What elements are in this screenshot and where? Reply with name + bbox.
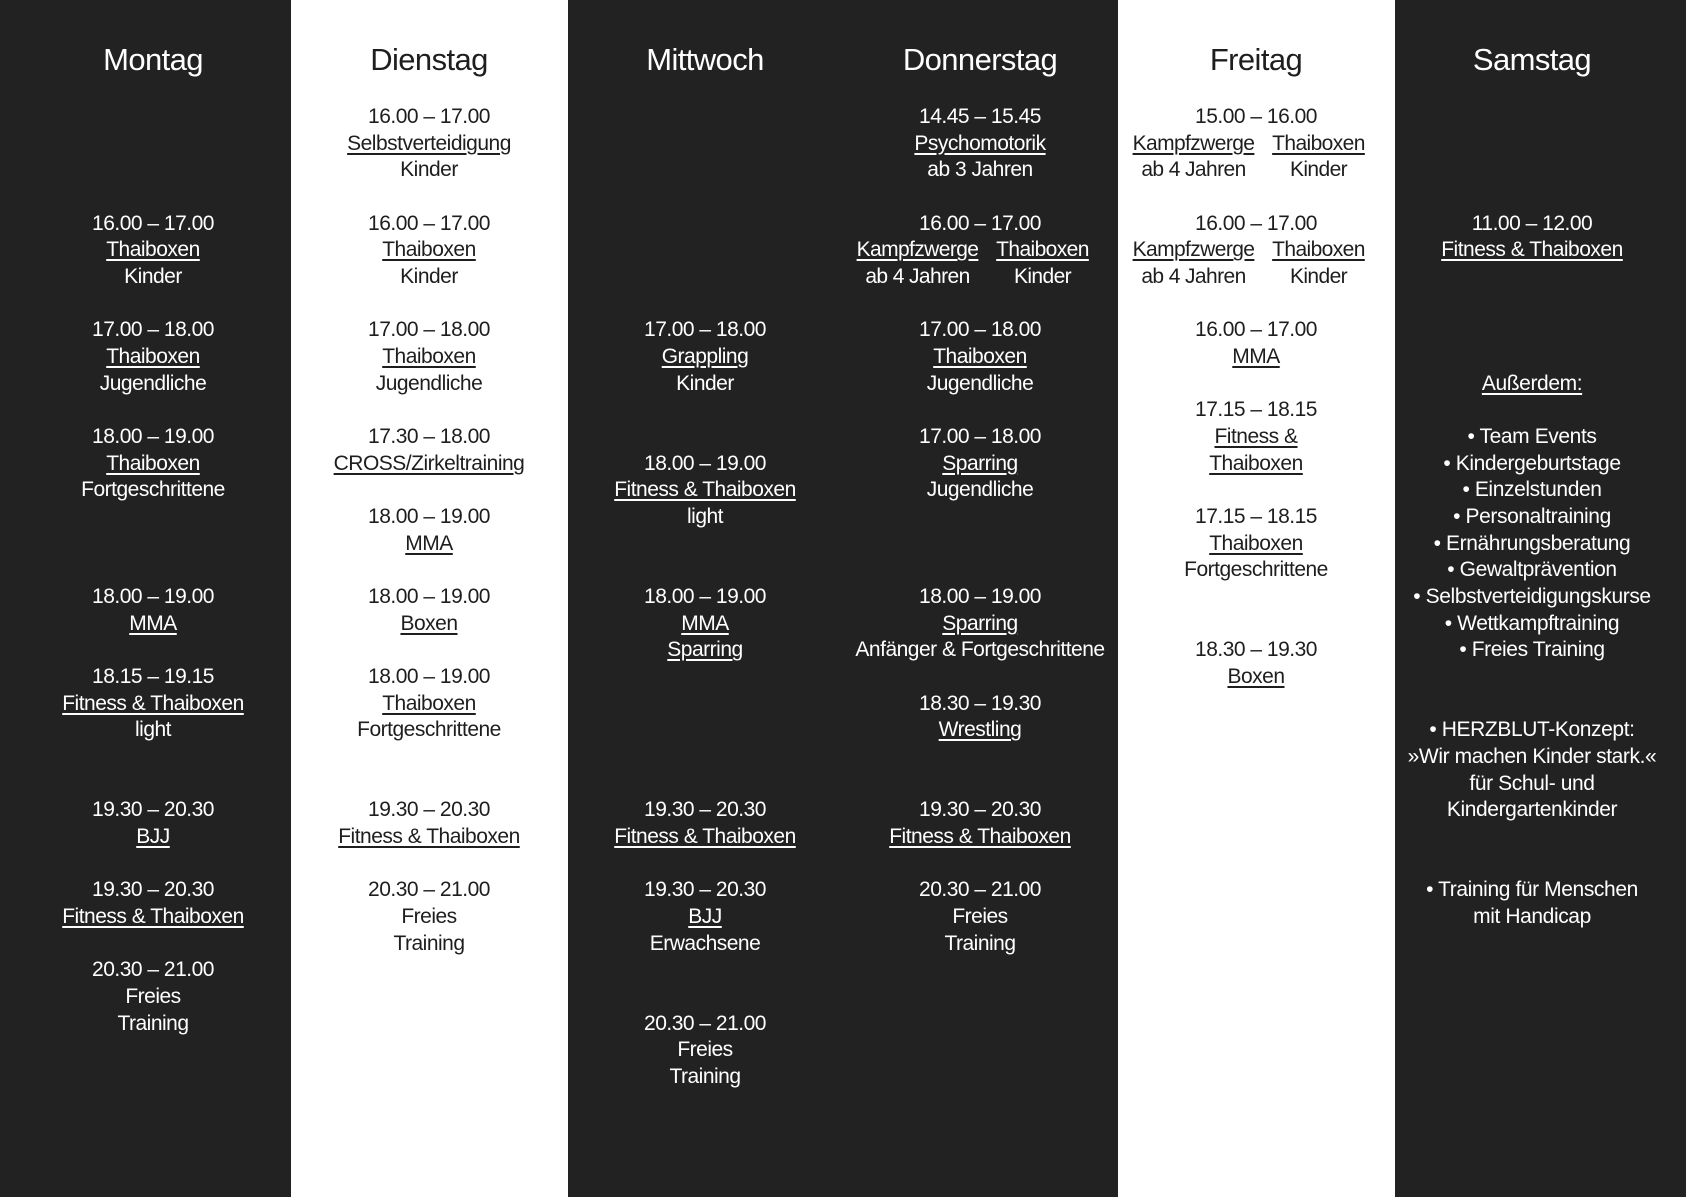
session-time: 18.00 – 19.00 — [644, 451, 766, 475]
session-time: 18.00 – 19.00 — [92, 425, 214, 448]
day-column-donnerstag — [842, 0, 1118, 1197]
session-title-link[interactable]: Sparring — [942, 611, 1018, 635]
session-time: 14.45 – 15.45 — [919, 105, 1041, 128]
session-time: 11.00 – 12.00 — [1471, 211, 1593, 235]
extras-item: • Freies Training — [1459, 638, 1605, 662]
session-time: 19.30 – 20.30 — [92, 878, 214, 902]
session-group: ab 4 Jahren — [865, 265, 970, 288]
session — [802, 691, 1158, 744]
session-group: Kinder — [400, 158, 458, 182]
day-column-samstag — [1394, 0, 1670, 1197]
day-header: Montag — [103, 42, 203, 77]
extras-item: • Wettkampftraining — [1444, 611, 1620, 635]
day-header: Samstag — [1472, 42, 1592, 77]
session-title: Freies — [952, 905, 1008, 929]
session-time: 20.30 – 21.00 — [644, 1011, 766, 1035]
session-time: 17.00 – 18.00 — [919, 425, 1041, 448]
session-title-link[interactable]: Grappling — [661, 345, 749, 369]
session-group: Kinder — [1289, 265, 1348, 288]
session-title-link[interactable]: BJJ — [688, 905, 722, 929]
session-time: 18.00 – 19.00 — [644, 585, 766, 608]
session-title-link[interactable]: Fitness & Thaiboxen — [338, 825, 520, 849]
session-title-link[interactable]: MMA — [1232, 345, 1280, 369]
session-time: 16.00 – 17.00 — [92, 211, 214, 235]
session-group: Fortgeschrittene — [357, 718, 501, 742]
session-time: 16.00 – 17.00 — [919, 211, 1041, 235]
session-title-link[interactable]: Fitness & Thaiboxen — [614, 478, 796, 502]
session-group: ab 3 Jahren — [927, 158, 1033, 182]
extras-item: • Ernährungsberatung — [1433, 531, 1631, 555]
session-title-link[interactable]: Thaiboxen — [382, 238, 476, 262]
session-title-link[interactable]: Thaiboxen — [933, 345, 1027, 369]
herzblut-line: »Wir machen Kinder stark.« — [1407, 745, 1657, 769]
session-time: 17.00 – 18.00 — [644, 318, 766, 342]
session-group: Erwachsene — [649, 931, 761, 955]
session-group: Kinder — [1013, 265, 1072, 288]
spacer — [1354, 397, 1686, 424]
session-time: 17.00 – 18.00 — [92, 318, 214, 342]
session-time: 18.30 – 19.30 — [919, 691, 1041, 715]
session-title-link[interactable]: Fitness & Thaiboxen — [889, 825, 1071, 849]
extras-section — [1354, 371, 1686, 664]
session-title-link[interactable]: Thaiboxen — [106, 238, 200, 262]
session-title: Training — [117, 1011, 189, 1035]
session-title-link[interactable]: Fitness & — [1214, 425, 1298, 449]
session — [1078, 317, 1434, 370]
session-time: 16.00 – 17.00 — [1195, 318, 1317, 342]
session-time: 16.00 – 17.00 — [1195, 211, 1317, 235]
extras-item: • Team Events — [1467, 425, 1597, 448]
session-time: 18.00 – 19.00 — [919, 585, 1041, 608]
session-time: 16.00 – 17.00 — [368, 105, 490, 128]
session-title-link[interactable]: Thaiboxen — [1209, 531, 1303, 555]
extras-item: • Gewaltprävention — [1447, 558, 1617, 582]
session-title-link[interactable]: Sparring — [667, 638, 743, 662]
session-title: Training — [669, 1065, 741, 1089]
session-title-link[interactable]: Kampfzwerge — [1132, 131, 1255, 155]
session-group: Kinder — [676, 371, 734, 395]
session-group: light — [686, 505, 724, 528]
day-header: Donnerstag — [902, 42, 1058, 77]
session-time: 17.30 – 18.00 — [368, 425, 490, 448]
session-title-link[interactable]: MMA — [129, 611, 177, 635]
session-title-link[interactable]: Psychomotorik — [914, 131, 1046, 155]
session-title-link[interactable]: Wrestling — [938, 718, 1022, 742]
session-time: 16.00 – 17.00 — [368, 211, 490, 235]
session-split — [1078, 104, 1434, 184]
handicap-note — [1354, 877, 1686, 930]
session-time: 20.30 – 21.00 — [92, 958, 214, 982]
session-time: 18.00 – 19.00 — [368, 505, 490, 528]
herzblut-line: Kindergartenkinder — [1446, 798, 1618, 822]
session-title-link[interactable]: MMA — [405, 531, 453, 555]
session-group: Kinder — [124, 265, 182, 288]
extras-item: • Selbstverteidigungskurse — [1413, 584, 1651, 608]
handicap-line: • Training für Menschen — [1426, 878, 1638, 902]
day-header: Mittwoch — [646, 42, 764, 77]
session-group: Jugendliche — [926, 371, 1034, 395]
session-title-link[interactable]: CROSS/Zirkeltraining — [333, 451, 525, 475]
session-group: ab 4 Jahren — [1141, 265, 1246, 288]
session-title-link[interactable]: Fitness & Thaiboxen — [614, 825, 796, 849]
session-title-link[interactable]: Boxen — [1227, 665, 1285, 689]
session-group: Kinder — [400, 265, 458, 288]
session-title-link[interactable]: Selbstverteidigung — [347, 131, 511, 155]
day-header: Dienstag — [370, 42, 488, 77]
session — [251, 211, 607, 291]
session-left — [855, 237, 980, 290]
session-title-link[interactable]: Thaiboxen — [996, 238, 1089, 262]
extras-item: • Einzelstunden — [1462, 478, 1602, 502]
session-title-link[interactable]: Fitness & Thaiboxen — [62, 905, 244, 929]
session-title-link[interactable]: Fitness & Thaiboxen — [1441, 238, 1623, 262]
session-title-link[interactable]: Boxen — [400, 611, 458, 635]
session-group: Anfänger & Fortgeschrittene — [855, 638, 1105, 662]
session-group: ab 4 Jahren — [1141, 158, 1246, 182]
session-title-link[interactable]: Sparring — [942, 451, 1018, 475]
session-time: 17.00 – 18.00 — [368, 318, 490, 342]
session-group: Jugendliche — [375, 371, 483, 395]
session-group: Jugendliche — [99, 371, 207, 395]
session-title: Training — [944, 931, 1016, 955]
session-title-link[interactable]: Kampfzwerge — [1132, 238, 1255, 262]
session-title-link[interactable]: Thaiboxen — [1209, 451, 1303, 475]
session-time: 17.00 – 18.00 — [919, 318, 1041, 342]
session-title-link[interactable]: BJJ — [136, 825, 170, 849]
session-group: Fortgeschrittene — [1184, 558, 1328, 582]
session-group: Fortgeschrittene — [81, 478, 225, 502]
session-time: 18.00 – 19.00 — [368, 665, 490, 688]
herzblut-line: für Schul- und — [1469, 771, 1595, 795]
session-time: 18.30 – 19.30 — [1195, 638, 1317, 662]
session — [0, 957, 331, 1037]
session-group: light — [134, 718, 172, 742]
extras-heading[interactable]: Außerdem: — [1481, 371, 1583, 395]
session-time: 19.30 – 20.30 — [919, 798, 1041, 822]
session-group: Kinder — [1289, 158, 1348, 182]
session — [251, 664, 607, 744]
session-time: 19.30 – 20.30 — [92, 798, 214, 822]
session-title: Freies — [401, 905, 457, 929]
session-time: 19.30 – 20.30 — [644, 798, 766, 822]
session-title-link[interactable]: MMA — [681, 611, 729, 635]
day-column-dienstag — [291, 0, 567, 1197]
day-header: Freitag — [1209, 42, 1303, 77]
session-time: 20.30 – 21.00 — [368, 878, 490, 902]
session-title: Freies — [677, 1038, 733, 1062]
day-column-montag — [15, 0, 291, 1197]
session-time: 18.15 – 19.15 — [92, 665, 214, 688]
session-time: 17.15 – 18.15 — [1195, 398, 1317, 422]
session-title: Freies — [125, 985, 181, 1009]
session-title: Training — [393, 931, 465, 955]
session-time: 19.30 – 20.30 — [368, 798, 490, 822]
session-title-link[interactable]: Thaiboxen — [106, 345, 200, 369]
handicap-line: mit Handicap — [1473, 905, 1591, 929]
session-time: 18.00 – 19.00 — [92, 585, 214, 608]
session-left — [1131, 237, 1256, 290]
session-title-link[interactable]: Fitness & Thaiboxen — [62, 691, 244, 715]
session-title-link[interactable]: Thaiboxen — [382, 345, 476, 369]
session-group: Jugendliche — [926, 478, 1034, 502]
session — [527, 1011, 883, 1091]
session-title-link[interactable]: Thaiboxen — [106, 451, 200, 475]
session — [1354, 211, 1686, 264]
extras-item: • Kindergeburtstage — [1443, 451, 1621, 475]
session-left — [1131, 131, 1256, 184]
session-right — [1256, 131, 1381, 184]
session — [802, 877, 1158, 957]
session — [251, 104, 607, 184]
session — [802, 797, 1158, 850]
session-title-link[interactable]: Thaiboxen — [382, 691, 476, 715]
session-time: 15.00 – 16.00 — [1195, 105, 1317, 128]
session-title-link[interactable]: Thaiboxen — [1272, 238, 1365, 262]
session-time: 18.00 – 19.00 — [368, 585, 490, 608]
session-title-link[interactable]: Thaiboxen — [1272, 131, 1365, 155]
herzblut-note — [1354, 717, 1686, 824]
day-column-freitag — [1118, 0, 1394, 1197]
session-time: 19.30 – 20.30 — [644, 878, 766, 902]
session-time: 17.15 – 18.15 — [1195, 505, 1317, 528]
herzblut-line: • HERZBLUT-Konzept: — [1429, 718, 1635, 742]
session-time: 20.30 – 21.00 — [919, 878, 1041, 902]
session-title-link[interactable]: Kampfzwerge — [856, 238, 979, 262]
extras-item: • Personaltraining — [1453, 504, 1611, 528]
